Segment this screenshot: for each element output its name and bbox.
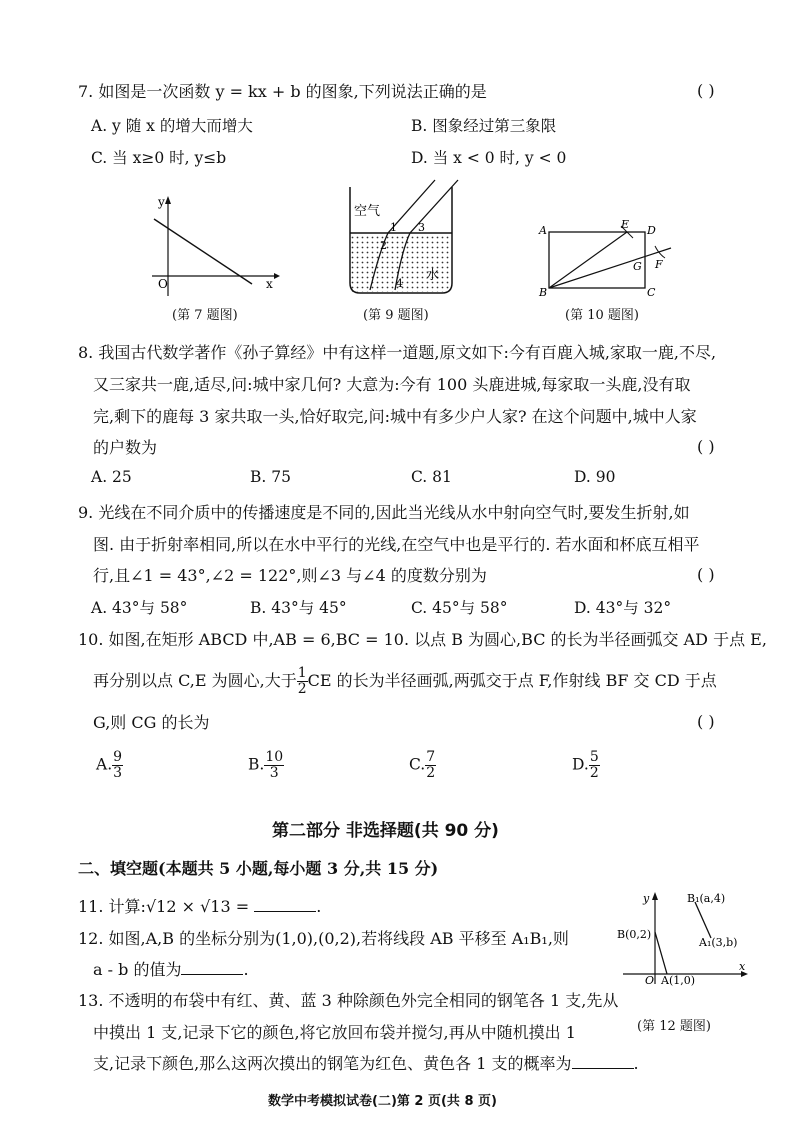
q10-fraction-denominator: 2 xyxy=(297,681,307,697)
q10-option-a-denominator: 3 xyxy=(113,765,123,781)
fig9-glass xyxy=(340,175,470,300)
q10-option-c-numerator: 7 xyxy=(426,749,436,765)
fig10-label-g: G xyxy=(633,260,642,273)
q7-option-b: B. 图象经过第三象限 xyxy=(411,117,557,135)
q9-option-b: B. 43°与 45° xyxy=(250,599,347,617)
q13-line-3-pre: 支,记录下颜色,那么这两次摸出的钢笔为红色、黄色各 1 支的概率为 xyxy=(93,1054,572,1073)
q9-line-1: 9. 光线在不同介质中的传播速度是不同的,因此当光线从水中射向空气时,要发生折射,如 xyxy=(78,503,690,522)
fig12-point-b: B(0,2) xyxy=(617,928,652,941)
fig12-y-label: y xyxy=(643,892,650,905)
q12-line-2-pre: a - b 的值为 xyxy=(93,960,182,979)
q8-option-c: C. 81 xyxy=(411,468,452,486)
fig9-angle-2: 2 xyxy=(380,239,387,252)
q10-line-3: G,则 CG 的长为 xyxy=(93,713,210,732)
fig7-graph xyxy=(140,188,280,298)
q7-stem: 7. 如图是一次函数 y = kx + b 的图象,下列说法正确的是 xyxy=(78,82,487,101)
q8-line-3: 完,剩下的鹿每 3 家共取一头,恰好取完,问:城中有多少户人家? 在这个问题中,城中人家 xyxy=(93,407,697,426)
q13-answer-blank[interactable] xyxy=(572,1054,634,1069)
fig12-point-b1: B₁(a,4) xyxy=(687,892,726,905)
q12-line-2 xyxy=(93,959,249,981)
q10-option-c xyxy=(409,750,436,781)
q9-line-2: 图. 由于折射率相同,所以在水中平行的光线,在空气中也是平行的. 若水面和杯底互相平 xyxy=(93,535,700,554)
fig12-caption: (第 12 题图) xyxy=(637,1019,711,1034)
fig12-coordinate-graph xyxy=(615,888,755,988)
q12-period: . xyxy=(243,960,249,979)
fill-section-heading: 二、填空题(本题共 5 小题,每小题 3 分,共 15 分) xyxy=(78,859,439,878)
fig9-angle-3: 3 xyxy=(418,221,425,234)
q13-period: . xyxy=(633,1054,639,1073)
q8-option-a: A. 25 xyxy=(91,468,132,486)
q8-answer-paren: ( ) xyxy=(697,437,715,456)
q10-option-b xyxy=(248,750,284,781)
q12-answer-blank[interactable] xyxy=(181,960,243,975)
fig10-label-f: F xyxy=(655,258,663,271)
q8-option-d: D. 90 xyxy=(574,468,616,486)
q10-option-c-denominator: 2 xyxy=(426,765,436,781)
q10-option-d-numerator: 5 xyxy=(589,749,599,765)
fig10-label-e: E xyxy=(621,218,630,231)
q8-line-4: 的户数为 xyxy=(93,438,158,457)
fig10-label-a: A xyxy=(539,224,547,237)
q7-option-d: D. 当 x < 0 时, y < 0 xyxy=(411,149,567,167)
fig7-origin-label: O xyxy=(158,277,168,291)
q10-option-b-label: B. xyxy=(248,755,265,774)
q11-expression: √12 × √13 = xyxy=(145,897,250,916)
fig10-rectangle xyxy=(535,218,680,300)
fig12-origin-label: O xyxy=(645,974,655,987)
fig10-caption: (第 10 题图) xyxy=(565,308,639,323)
fig10-label-d: D xyxy=(647,224,656,237)
q10-option-d-label: D. xyxy=(572,755,589,774)
q10-option-a-label: A. xyxy=(96,755,113,774)
fig7-y-label: y xyxy=(158,195,165,209)
fig12-x-label: x xyxy=(739,960,746,973)
fig9-angle-1: 1 xyxy=(390,221,397,234)
q13-line-1: 13. 不透明的布袋中有红、黄、蓝 3 种除颜色外完全相同的钢笔各 1 支,先从 xyxy=(78,991,619,1010)
q10-fraction-half xyxy=(297,666,308,697)
fig12-point-a: A(1,0) xyxy=(661,974,696,987)
fig7-x-label: x xyxy=(266,277,273,291)
part2-title: 第二部分 非选择题(共 90 分) xyxy=(272,821,499,841)
q9-option-c: C. 45°与 58° xyxy=(411,599,508,617)
fig12-point-a1: A₁(3,b) xyxy=(699,936,738,949)
q12-line-1: 12. 如图,A,B 的坐标分别为(1,0),(0,2),若将线段 AB 平移至 A₁B₁,则 xyxy=(78,929,569,948)
q10-option-d-denominator: 2 xyxy=(589,765,599,781)
q10-line-1: 10. 如图,在矩形 ABCD 中,AB = 6,BC = 10. 以点 B 为圆心,BC 的长为半径画弧交 AD 于点 E, xyxy=(78,630,767,649)
q10-option-d xyxy=(572,750,600,781)
q7-option-a: A. y 随 x 的增大而增大 xyxy=(91,117,253,135)
fig10-label-b: B xyxy=(539,286,548,299)
q8-line-1: 8. 我国古代数学著作《孙子算经》中有这样一道题,原文如下:今有百鹿入城,家取一鹿,不尽, xyxy=(78,343,717,362)
q9-option-a: A. 43°与 58° xyxy=(91,599,188,617)
q10-option-b-numerator: 10 xyxy=(265,749,284,765)
q10-line-2-post: CE 的长为半径画弧,两弧交于点 F,作射线 BF 交 CD 于点 xyxy=(307,671,717,690)
q11-period: . xyxy=(316,897,322,916)
q9-option-d: D. 43°与 32° xyxy=(574,599,672,617)
fig9-water-label: 水 xyxy=(426,268,440,283)
fig9-angle-4: 4 xyxy=(396,277,403,290)
q8-option-b: B. 75 xyxy=(250,468,291,486)
q11-answer-blank[interactable] xyxy=(254,897,316,912)
q11-prefix: 11. 计算: xyxy=(78,897,146,916)
fig9-caption: (第 9 题图) xyxy=(363,308,429,323)
q10-line-2-pre: 再分别以点 C,E 为圆心,大于 xyxy=(93,671,297,690)
fig9-air-label: 空气 xyxy=(354,204,381,219)
q13-line-2: 中摸出 1 支,记录下它的颜色,将它放回布袋并搅匀,再从中随机摸出 1 xyxy=(93,1023,576,1042)
q10-option-c-label: C. xyxy=(409,755,426,774)
q13-line-3 xyxy=(93,1053,639,1075)
q8-line-2: 又三家共一鹿,适尽,问:城中家几何? 大意为:今有 100 头鹿进城,每家取一头鹿,没有取 xyxy=(93,375,691,394)
q11-line xyxy=(78,896,321,918)
page-footer: 数学中考模拟试卷(二)第 2 页(共 8 页) xyxy=(268,1094,497,1109)
q7-option-c: C. 当 x≥0 时, y≤b xyxy=(91,149,227,167)
q10-option-b-denominator: 3 xyxy=(269,765,279,781)
q7-answer-paren: ( ) xyxy=(697,81,715,100)
q10-fraction-numerator: 1 xyxy=(297,665,307,681)
fig10-label-c: C xyxy=(647,286,656,299)
q10-line-2 xyxy=(93,666,717,697)
q9-answer-paren: ( ) xyxy=(697,565,715,584)
q9-line-3: 行,且∠1 = 43°,∠2 = 122°,则∠3 与∠4 的度数分别为 xyxy=(93,566,487,585)
q10-option-a xyxy=(96,750,123,781)
q10-answer-paren: ( ) xyxy=(697,712,715,731)
q10-option-a-numerator: 9 xyxy=(113,749,123,765)
fig7-caption: (第 7 题图) xyxy=(172,308,238,323)
